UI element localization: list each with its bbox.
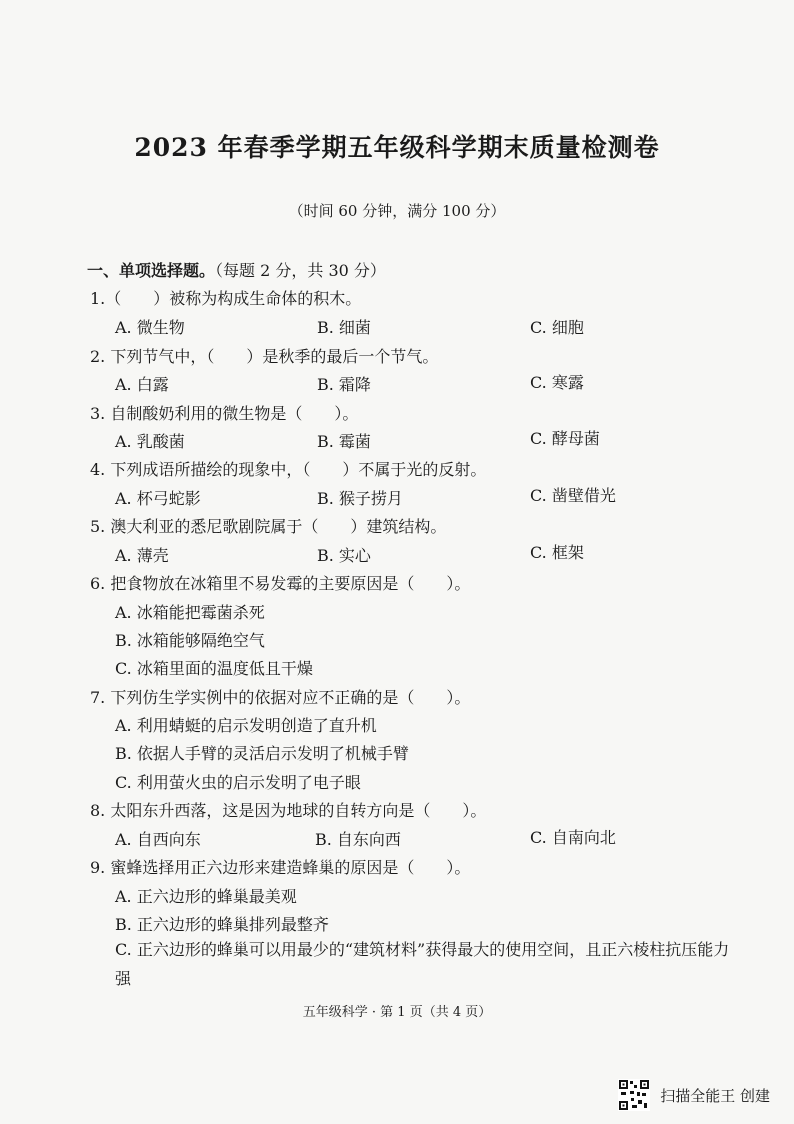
exam-info: （时间 60 分钟，满分 100 分）	[288, 202, 506, 220]
question-1-option-b: B. 细菌	[317, 318, 371, 337]
section-title: 一、单项选择题。	[87, 261, 216, 280]
question-1-option-a: A. 微生物	[115, 318, 185, 337]
question-7-option-b: B. 依据人手臂的灵活启示发明了机械手臂	[115, 744, 409, 763]
question-4-option-c: C. 凿壁借光	[530, 486, 616, 505]
question-3-option-a: A. 乳酸菌	[115, 432, 185, 451]
question-8-option-c: C. 自南向北	[530, 828, 616, 847]
qr-code-icon	[618, 1079, 650, 1111]
question-7-option-a: A. 利用蜻蜓的启示发明创造了直升机	[115, 716, 377, 735]
section-note: （每题 2 分，共 30 分）	[215, 261, 386, 280]
question-5-option-c: C. 框架	[530, 543, 584, 562]
question-4-stem: 4. 下列成语所描绘的现象中，（ ）不属于光的反射。	[90, 460, 487, 479]
question-9-option-c: C. 正六边形的蜂巢可以用最少的“建筑材料”获得最大的使用空间，且正六棱柱抗压能力强	[115, 940, 730, 988]
question-1-option-c: C. 细胞	[530, 318, 584, 337]
question-8-option-b: B. 自东向西	[315, 830, 401, 849]
question-6-option-a: A. 冰箱能把霉菌杀死	[115, 603, 265, 622]
question-5-option-b: B. 实心	[317, 546, 371, 565]
question-9-stem: 9. 蜜蜂选择用正六边形来建造蜂巢的原因是（ ）。	[90, 858, 471, 877]
question-6-option-b: B. 冰箱能够隔绝空气	[115, 631, 265, 650]
watermark-text: 扫描全能王 创建	[660, 1086, 770, 1105]
page-title: 2023 年春季学期五年级科学期末质量检测卷	[134, 133, 660, 162]
question-2-option-b: B. 霜降	[317, 375, 371, 394]
question-2-option-c: C. 寒露	[530, 373, 584, 392]
question-2-option-a: A. 白露	[115, 375, 169, 394]
question-4-option-b: B. 猴子捞月	[317, 489, 403, 508]
question-5-stem: 5. 澳大利亚的悉尼歌剧院属于（ ）建筑结构。	[90, 517, 447, 536]
question-8-option-a: A. 自西向东	[115, 830, 201, 849]
page-footer: 五年级科学 · 第 1 页（共 4 页）	[302, 1005, 492, 1020]
question-6-stem: 6. 把食物放在冰箱里不易发霉的主要原因是（ ）。	[90, 574, 471, 593]
scanner-watermark	[618, 1079, 770, 1111]
question-4-option-a: A. 杯弓蛇影	[115, 489, 201, 508]
question-3-option-b: B. 霉菌	[317, 432, 371, 451]
question-7-stem: 7. 下列仿生学实例中的依据对应不正确的是（ ）。	[90, 688, 471, 707]
question-3-option-c: C. 酵母菌	[530, 429, 600, 448]
question-5-option-a: A. 薄壳	[115, 546, 169, 565]
question-1-stem: 1.（ ）被称为构成生命体的积木。	[90, 289, 362, 308]
question-2-stem: 2. 下列节气中，（ ）是秋季的最后一个节气。	[90, 347, 439, 366]
question-9-option-b: B. 正六边形的蜂巢排列最整齐	[115, 915, 329, 934]
section-heading	[87, 258, 386, 281]
question-7-option-c: C. 利用萤火虫的启示发明了电子眼	[115, 773, 361, 792]
question-6-option-c: C. 冰箱里面的温度低且干燥	[115, 659, 313, 678]
question-8-stem: 8. 太阳东升西落，这是因为地球的自转方向是（ ）。	[90, 801, 487, 820]
question-3-stem: 3. 自制酸奶利用的微生物是（ ）。	[90, 404, 359, 423]
question-9-option-a: A. 正六边形的蜂巢最美观	[115, 887, 297, 906]
